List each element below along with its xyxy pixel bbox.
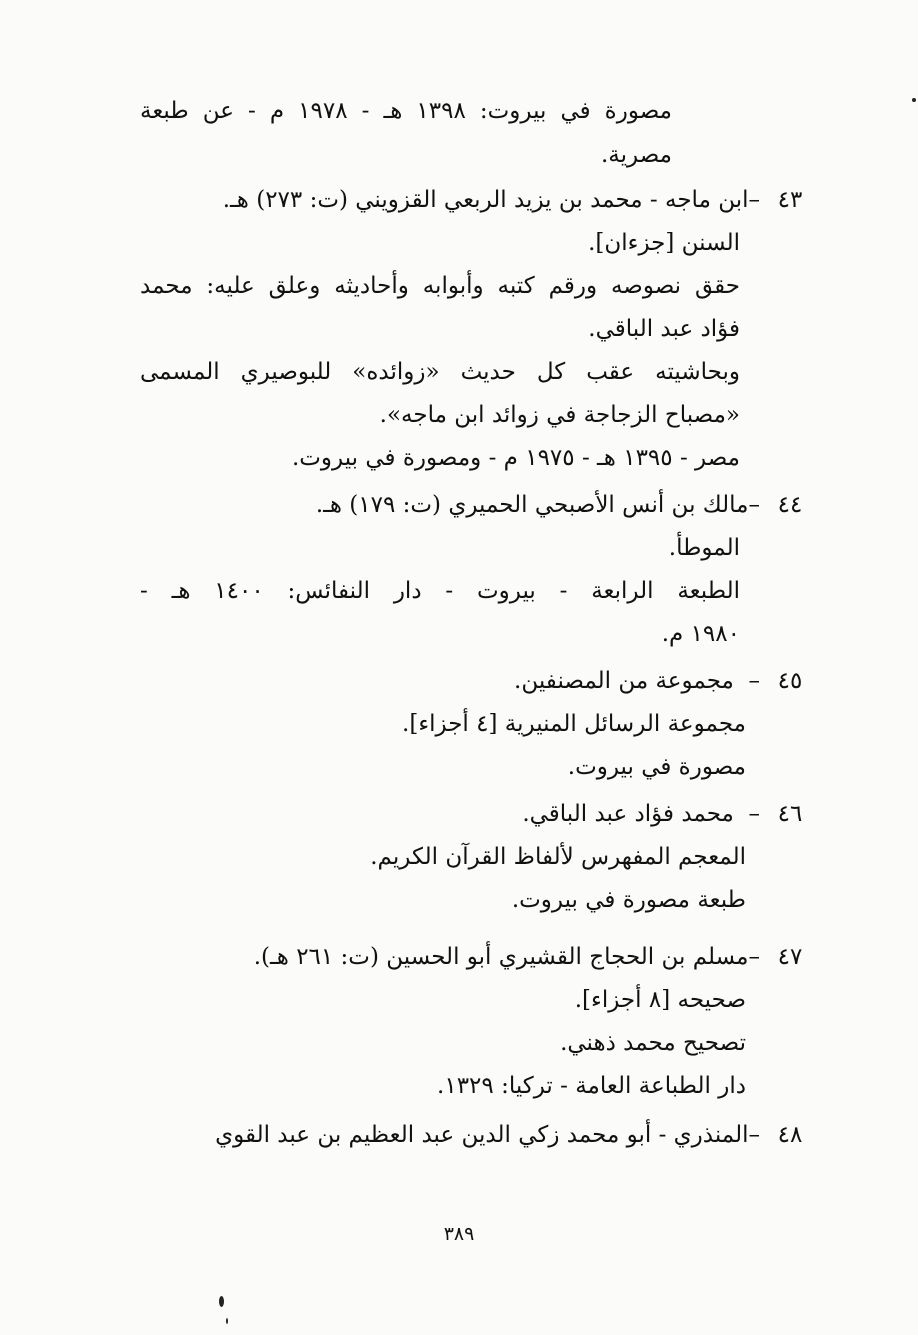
entry-author: مجموعة من المصنفين. — [514, 668, 734, 694]
entry-line: –المنذري - أبو محمد زكي الدين عبد العظيم بن عبد القوي — [215, 1122, 760, 1148]
entry-line: الطبعة الرابعة - بيروت - دار النفائس: ١٤٠٠ هـ - — [140, 578, 740, 604]
entry-number: ٤٦ — [777, 801, 803, 827]
scan-speck — [912, 98, 916, 102]
entry-line: صحيحه [٨ أجزاء]. — [574, 987, 746, 1013]
entry-line: ١٩٨٠ م. — [661, 621, 740, 647]
entry-line: مجموعة الرسائل المنيرية [٤ أجزاء]. — [402, 711, 746, 737]
entry-line: –مسلم بن الحجاج القشيري أبو الحسين (ت: ٢٦١ هـ). — [253, 944, 760, 970]
scan-speck — [219, 1296, 224, 1307]
entry-line: الموطأ. — [668, 535, 740, 561]
entry-author: ابن ماجه - محمد بن يزيد الربعي القزويني (ت: ٢٧٣) هـ. — [222, 187, 749, 213]
entry-line: طبعة مصورة في بيروت. — [511, 887, 746, 913]
entry-number: ٤٣ — [777, 187, 803, 213]
entry-line: مصورة في بيروت. — [567, 754, 746, 780]
scan-speck — [226, 1318, 228, 1324]
entry-line: تصحيح محمد ذهني. — [560, 1030, 746, 1056]
entry-number: ٤٧ — [777, 944, 803, 970]
entry-line: السنن [جزءان]. — [588, 230, 740, 256]
entry-author: المنذري - أبو محمد زكي الدين عبد العظيم بن عبد القوي — [215, 1122, 749, 1148]
entry-line: المعجم المفهرس لألفاظ القرآن الكريم. — [370, 844, 746, 870]
entry-line: وبحاشيته عقب كل حديث «زوائده» للبوصيري المسمى — [140, 359, 740, 385]
entry-author: مالك بن أنس الأصبحي الحميري (ت: ١٧٩) هـ. — [315, 492, 749, 518]
page-number: ٣٨٩ — [443, 1223, 475, 1245]
entry-author: مسلم بن الحجاج القشيري أبو الحسين (ت: ٢٦١ هـ). — [253, 944, 749, 970]
entry-author: محمد فؤاد عبد الباقي. — [522, 801, 734, 827]
entry-number: ٤٤ — [777, 492, 803, 518]
entry-number: ٤٨ — [777, 1122, 803, 1148]
entry-line: –ابن ماجه - محمد بن يزيد الربعي القزويني (ت: ٢٧٣) هـ. — [222, 187, 760, 213]
entry-line: دار الطباعة العامة - تركيا: ١٣٢٩. — [437, 1073, 746, 1099]
intro-line: مصرية. — [601, 142, 672, 168]
intro-line: مصورة في بيروت: ١٣٩٨ هـ - ١٩٧٨ م - عن طبعة — [140, 98, 672, 124]
entry-line: – مجموعة من المصنفين. — [514, 668, 760, 694]
entry-number: ٤٥ — [777, 668, 803, 694]
entry-line: حقق نصوصه ورقم كتبه وأبوابه وأحاديثه وعلق عليه: محمد — [140, 273, 740, 299]
entry-line: فؤاد عبد الباقي. — [588, 316, 740, 342]
entry-line: مصر - ١٣٩٥ هـ - ١٩٧٥ م - ومصورة في بيروت. — [291, 445, 740, 471]
entry-line: –مالك بن أنس الأصبحي الحميري (ت: ١٧٩) هـ. — [315, 492, 760, 518]
entry-line: – محمد فؤاد عبد الباقي. — [522, 801, 760, 827]
entry-line: «مصباح الزجاجة في زوائد ابن ماجه». — [379, 402, 740, 428]
